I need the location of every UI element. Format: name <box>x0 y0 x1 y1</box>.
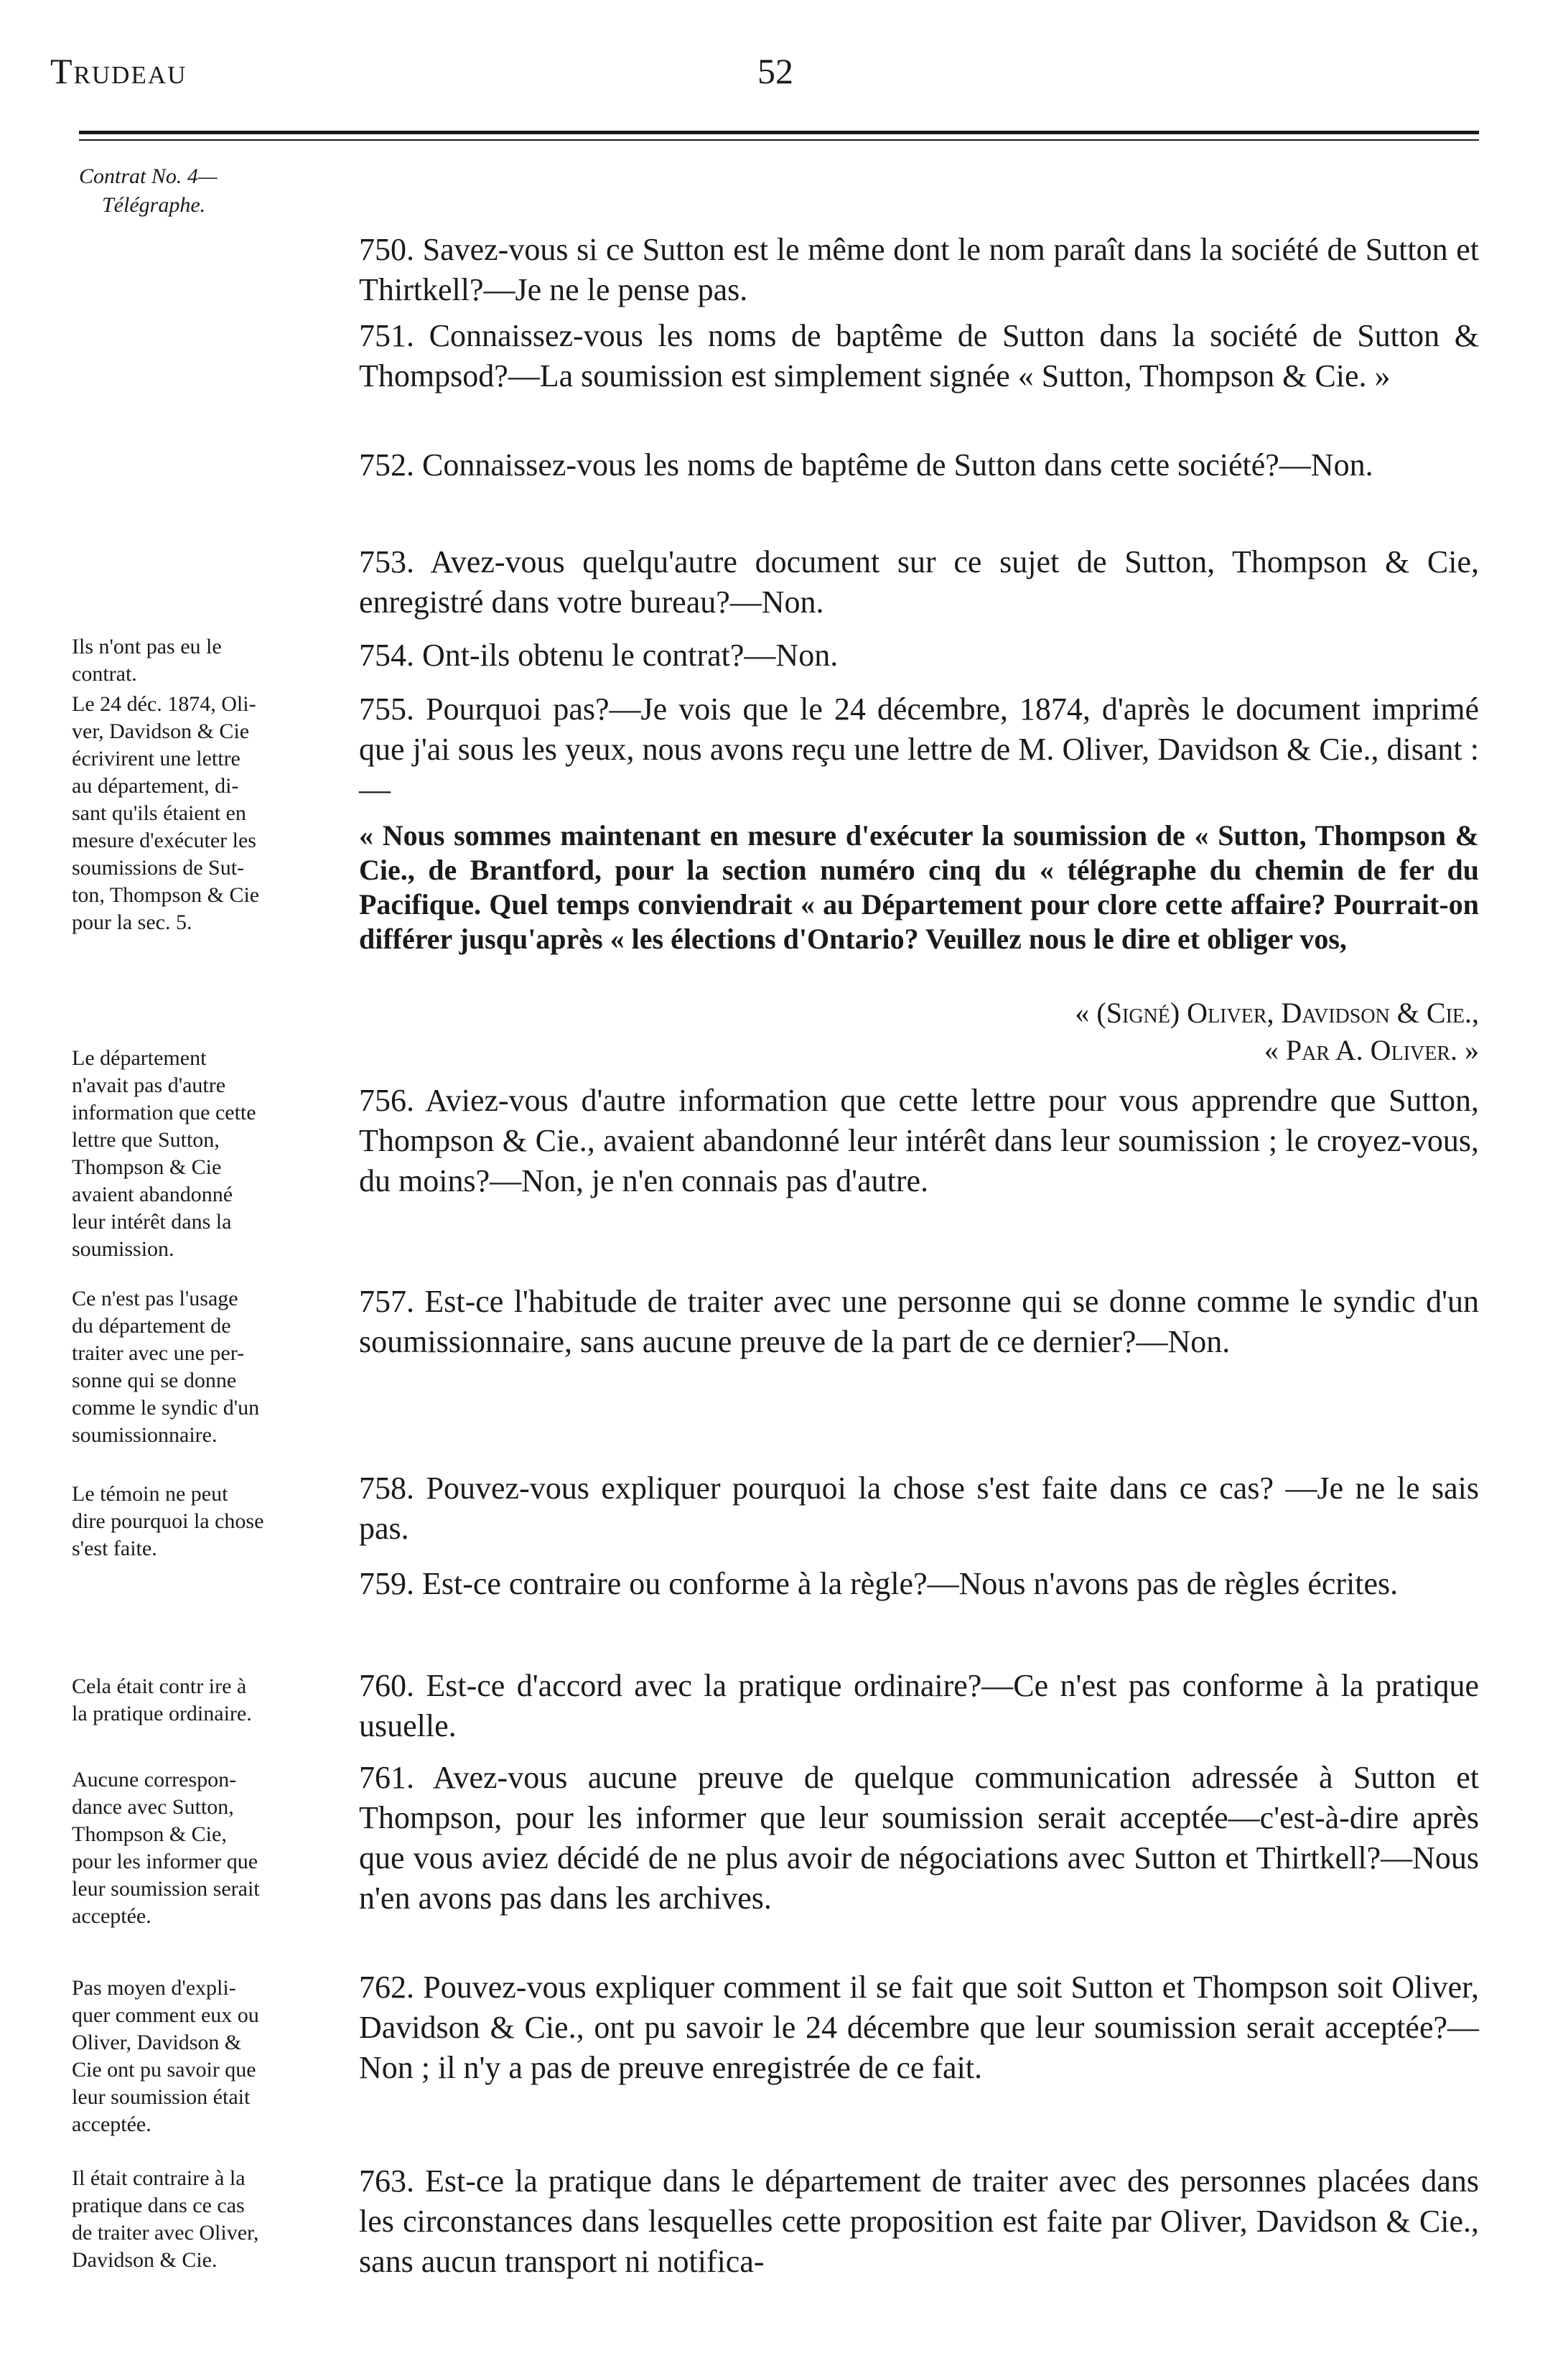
letter-per-line: « Par A. Oliver. » <box>1264 1034 1479 1066</box>
entry-757: 757. Est-ce l'habitude de traiter avec une personne qui se donne comme le syndic d'un soumissionnaire, sans aucune preuve de la part de ce dernier?—Non. <box>359 1284 1479 1359</box>
entry-756: 756. Aviez-vous d'autre information que cette lettre pour vous apprendre que Sutton, Thompson & Cie., avaient abandonné leur intérêt dans leur soumission ; le croyez-vous, du moins?—Non, je n'en connais pas d'autre. <box>359 1083 1479 1198</box>
quoted-letter: « Nous sommes maintenant en mesure d'exécuter la soumission de « Sutton, Thompson & Cie., de Brantford, pour la section numéro cinq du « télégraphe du chemin de fer du Pacifique. Quel temps conviendrait « au Département pour clore cette affaire? Pourrait-on différer jusqu'après « les élections d'Ontario? Veuillez nous le dire et obliger vos, <box>359 819 1479 955</box>
margin-note-756: Le département n'avait pas d'autre information que cette lettre que Sutton, Thompson & Cie avaient abandonné leur intérêt dans la soumission. <box>72 1046 256 1261</box>
letter-signed-line: « (Signé) Oliver, Davidson & Cie., <box>1075 997 1479 1029</box>
entry-750: 750. Savez-vous si ce Sutton est le même dont le nom paraît dans la société de Sutton et Thirtkell?—Je ne le pense pas. <box>359 232 1479 307</box>
section-label-line1: Contrat No. 4— <box>79 164 218 188</box>
entry-759: 759. Est-ce contraire ou conforme à la règle?—Nous n'avons pas de règles écrites. <box>359 1566 1399 1601</box>
margin-note-757: Ce n'est pas l'usage du département de traiter avec une per- sonne qui se donne comme le syndic d'un soumissionnaire. <box>72 1287 260 1447</box>
section-label-line2: Télégraphe. <box>102 193 206 217</box>
margin-note-758: Le témoin ne peut dire pourquoi la chose s'est faite. <box>72 1482 264 1560</box>
letter-signature <box>761 994 1479 1069</box>
entry-763: 763. Est-ce la pratique dans le département de traiter avec des personnes placées dans les circonstances dans lesquelles cette proposition est faite par Oliver, Davidson & Cie., sans aucun transport ni notifica- <box>359 2163 1479 2279</box>
header-rule-thick <box>79 131 1479 134</box>
margin-note-763: Il était contraire à la pratique dans ce cas de traiter avec Oliver, Davidson & Cie. <box>72 2166 259 2272</box>
entry-751: 751. Connaissez-vous les noms de baptême de Sutton dans la société de Sutton & Thompsod?—La soumission est simplement signée « Sutton, Thompson & Cie. » <box>359 318 1479 393</box>
running-head: Trudeau <box>50 51 187 91</box>
margin-note-761: Aucune correspon- dance avec Sutton, Thompson & Cie, pour les informer que leur soumission serait acceptée. <box>72 1768 260 1928</box>
entry-754: 754. Ont-ils obtenu le contrat?—Non. <box>359 638 839 673</box>
margin-note-754: Ils n'ont pas eu le contrat. <box>72 635 222 686</box>
entry-758: 758. Pouvez-vous expliquer pourquoi la chose s'est faite dans ce cas? —Je ne le sais pas. <box>359 1471 1479 1546</box>
margin-note-762: Pas moyen d'expli- quer comment eux ou Oliver, Davidson & Cie ont pu savoir que leur soumission était acceptée. <box>72 1976 259 2136</box>
entry-752: 752. Connaissez-vous les noms de baptême de Sutton dans cette société?—Non. <box>359 447 1373 483</box>
entry-755: 755. Pourquoi pas?—Je vois que le 24 décembre, 1874, d'après le document imprimé que j'ai sous les yeux, nous avons reçu une lettre de M. Oliver, Davidson & Cie., disant :— <box>359 691 1479 807</box>
entry-760: 760. Est-ce d'accord avec la pratique ordinaire?—Ce n'est pas conforme à la pratique usuelle. <box>359 1668 1479 1743</box>
margin-note-755: Le 24 déc. 1874, Oli- ver, Davidson & Cie écrivirent une lettre au département, di- sant qu'ils étaient en mesure d'exécuter les soumissions de Sut- ton, Thompson & Cie pour la sec. 5. <box>72 692 260 934</box>
page-number: 52 <box>757 51 793 91</box>
section-label <box>79 162 337 220</box>
page-header <box>50 50 1486 108</box>
entry-762: 762. Pouvez-vous expliquer comment il se fait que soit Sutton et Thompson soit Oliver, Davidson & Cie., ont pu savoir le 24 décembre que leur soumission serait acceptée?—Non ; il n'y a pas de preuve enregistrée de ce fait. <box>359 1970 1479 2085</box>
margin-note-760: Cela était contr ire à la pratique ordinaire. <box>72 1674 252 1725</box>
entry-761: 761. Avez-vous aucune preuve de quelque communication adressée à Sutton et Thompson, pour les informer que leur soumission serait acceptée—c'est-à-dire après que vous aviez décidé de ne plus avoir de négociations avec Sutton et Thirtkell?—Nous n'en avons pas dans les archives. <box>359 1760 1479 1916</box>
entry-753: 753. Avez-vous quelqu'autre document sur ce sujet de Sutton, Thompson & Cie, enregistré dans votre bureau?—Non. <box>359 544 1479 620</box>
header-rule-thin <box>79 139 1479 141</box>
